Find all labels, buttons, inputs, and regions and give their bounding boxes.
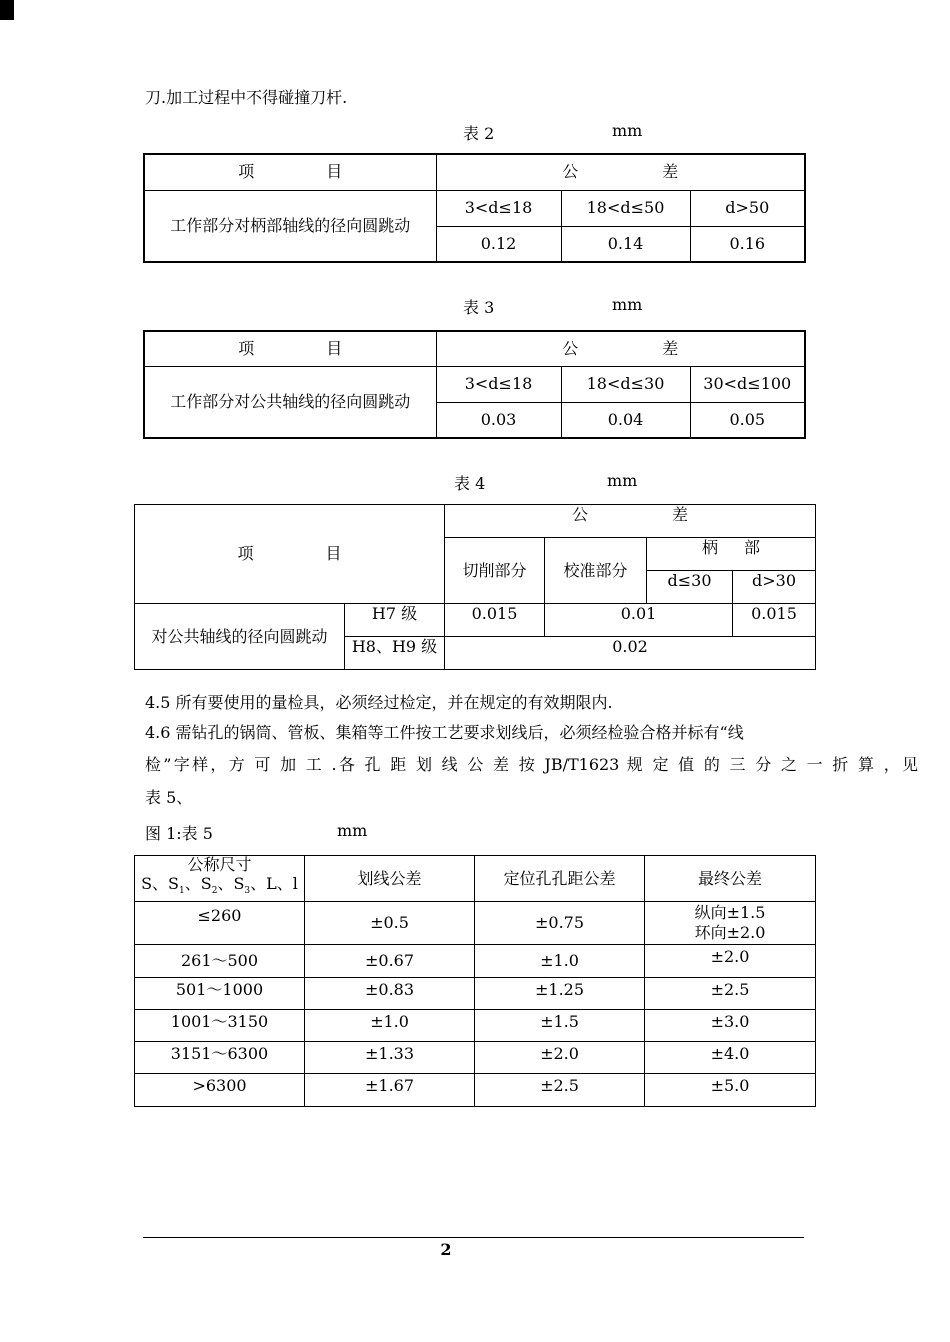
table2 bbox=[143, 153, 806, 263]
table5-mark: ±1.33 bbox=[305, 1042, 475, 1074]
intro-line: 刀.加工过程中不得碰撞刀杆. bbox=[145, 88, 348, 107]
table5-mark: ±1.67 bbox=[305, 1074, 475, 1107]
table4-col-calib: 校准部分 bbox=[545, 538, 647, 604]
table5-header-size: 公称尺寸 S、$S_1$、$S_2$、$S_3$、L、l bbox=[135, 856, 305, 902]
table2-value: 0.12 bbox=[436, 226, 561, 262]
table5-caption bbox=[145, 821, 368, 844]
table2-value: 0.16 bbox=[690, 226, 805, 262]
table5-size: 261～500 bbox=[135, 945, 305, 978]
table5-size: ≤260 bbox=[135, 902, 305, 945]
table3-range: 3<d≤18 bbox=[436, 366, 561, 402]
table2-header-item: 项 目 bbox=[144, 154, 436, 190]
table4-g1-cut: 0.015 bbox=[445, 604, 545, 637]
table3-caption-text: 表 3 bbox=[463, 298, 495, 317]
table5-final: ±2.5 bbox=[645, 978, 816, 1010]
table5-final: ±4.0 bbox=[645, 1042, 816, 1074]
page-number: 2 bbox=[440, 1240, 452, 1259]
table3-value: 0.04 bbox=[561, 402, 690, 438]
table4-row-label: 对公共轴线的径向圆跳动 bbox=[135, 604, 345, 670]
table5-hole: ±1.5 bbox=[475, 1010, 645, 1042]
table2-range: 18<d≤50 bbox=[561, 190, 690, 226]
table5-final: ±3.0 bbox=[645, 1010, 816, 1042]
table3-caption bbox=[463, 295, 643, 318]
table4-g1-mid: 0.01 bbox=[545, 604, 733, 637]
table4-g2-all: 0.02 bbox=[445, 637, 816, 670]
para-4-6-line1: 4.6 需钻孔的锅筒、管板、集箱等工件按工艺要求划线后，必须经检验合格并标有“线 bbox=[145, 723, 744, 742]
para-4-6-line2: 检”字样，方 可 加 工 .各 孔 距 划 线 公 差 按 JB/T1623 规 定 值 的 三 分 之 一 折 算 ，见 bbox=[145, 755, 918, 774]
corner-mark bbox=[0, 0, 14, 20]
table3-row-label: 工作部分对公共轴线的径向圆跳动 bbox=[144, 366, 436, 438]
table4-header-item: 项 目 bbox=[135, 505, 445, 604]
table5-hole: ±2.0 bbox=[475, 1042, 645, 1074]
table4-caption bbox=[454, 471, 638, 494]
table5-hole: ±0.75 bbox=[475, 902, 645, 945]
table5-final: 纵向±1.5 环向±2.0 bbox=[645, 902, 816, 945]
table4-unit: mm bbox=[607, 471, 638, 490]
table4-col-cut: 切削部分 bbox=[445, 538, 545, 604]
table5-header-hole: 定位孔孔距公差 bbox=[475, 856, 645, 902]
table3-value: 0.03 bbox=[436, 402, 561, 438]
table5-header-final: 最终公差 bbox=[645, 856, 816, 902]
table2-caption bbox=[463, 121, 643, 144]
table4-shank-large: d>30 bbox=[733, 571, 816, 604]
table4-col-shank: 柄 部 bbox=[647, 538, 816, 571]
table2-header-tolerance: 公 差 bbox=[436, 154, 805, 190]
table5-hole: ±2.5 bbox=[475, 1074, 645, 1107]
table4-grade2: H8、H9 级 bbox=[345, 637, 445, 670]
table5 bbox=[134, 855, 816, 1107]
table5-hole: ±1.25 bbox=[475, 978, 645, 1010]
para-4-6-line3: 表 5、 bbox=[145, 788, 193, 807]
table4-header-tolerance: 公 差 bbox=[445, 505, 816, 538]
table4-shank-small: d≤30 bbox=[647, 571, 733, 604]
table2-unit: mm bbox=[612, 121, 643, 140]
table5-mark: ±0.5 bbox=[305, 902, 475, 945]
table3-header-item: 项 目 bbox=[144, 331, 436, 366]
table5-final: ±2.0 bbox=[645, 945, 816, 978]
table4-grade1: H7 级 bbox=[345, 604, 445, 637]
table5-unit: mm bbox=[337, 821, 368, 840]
table2-row-label: 工作部分对柄部轴线的径向圆跳动 bbox=[144, 190, 436, 262]
table2-range: 3<d≤18 bbox=[436, 190, 561, 226]
table3-value: 0.05 bbox=[690, 402, 805, 438]
table4-g1-large: 0.015 bbox=[733, 604, 816, 637]
table5-mark: ±1.0 bbox=[305, 1010, 475, 1042]
table5-size: 501～1000 bbox=[135, 978, 305, 1010]
table5-final: ±5.0 bbox=[645, 1074, 816, 1107]
table2-value: 0.14 bbox=[561, 226, 690, 262]
table2-caption-text: 表 2 bbox=[463, 124, 495, 143]
table3 bbox=[143, 330, 806, 439]
table3-range: 18<d≤30 bbox=[561, 366, 690, 402]
table3-header-tolerance: 公 差 bbox=[436, 331, 805, 366]
table5-size: >6300 bbox=[135, 1074, 305, 1107]
table5-hole: ±1.0 bbox=[475, 945, 645, 978]
table5-caption-text: 图 1:表 5 bbox=[145, 824, 213, 843]
table4 bbox=[134, 504, 816, 670]
table5-size: 3151～6300 bbox=[135, 1042, 305, 1074]
table4-caption-text: 表 4 bbox=[454, 474, 486, 493]
table3-range: 30<d≤100 bbox=[690, 366, 805, 402]
table5-header-marking: 划线公差 bbox=[305, 856, 475, 902]
table2-range: d>50 bbox=[690, 190, 805, 226]
table3-unit: mm bbox=[612, 295, 643, 314]
table5-size: 1001～3150 bbox=[135, 1010, 305, 1042]
para-4-5: 4.5 所有要使用的量检具，必须经过检定，并在规定的有效期限内. bbox=[145, 693, 613, 712]
table5-mark: ±0.67 bbox=[305, 945, 475, 978]
footer-rule bbox=[143, 1237, 804, 1238]
table5-mark: ±0.83 bbox=[305, 978, 475, 1010]
